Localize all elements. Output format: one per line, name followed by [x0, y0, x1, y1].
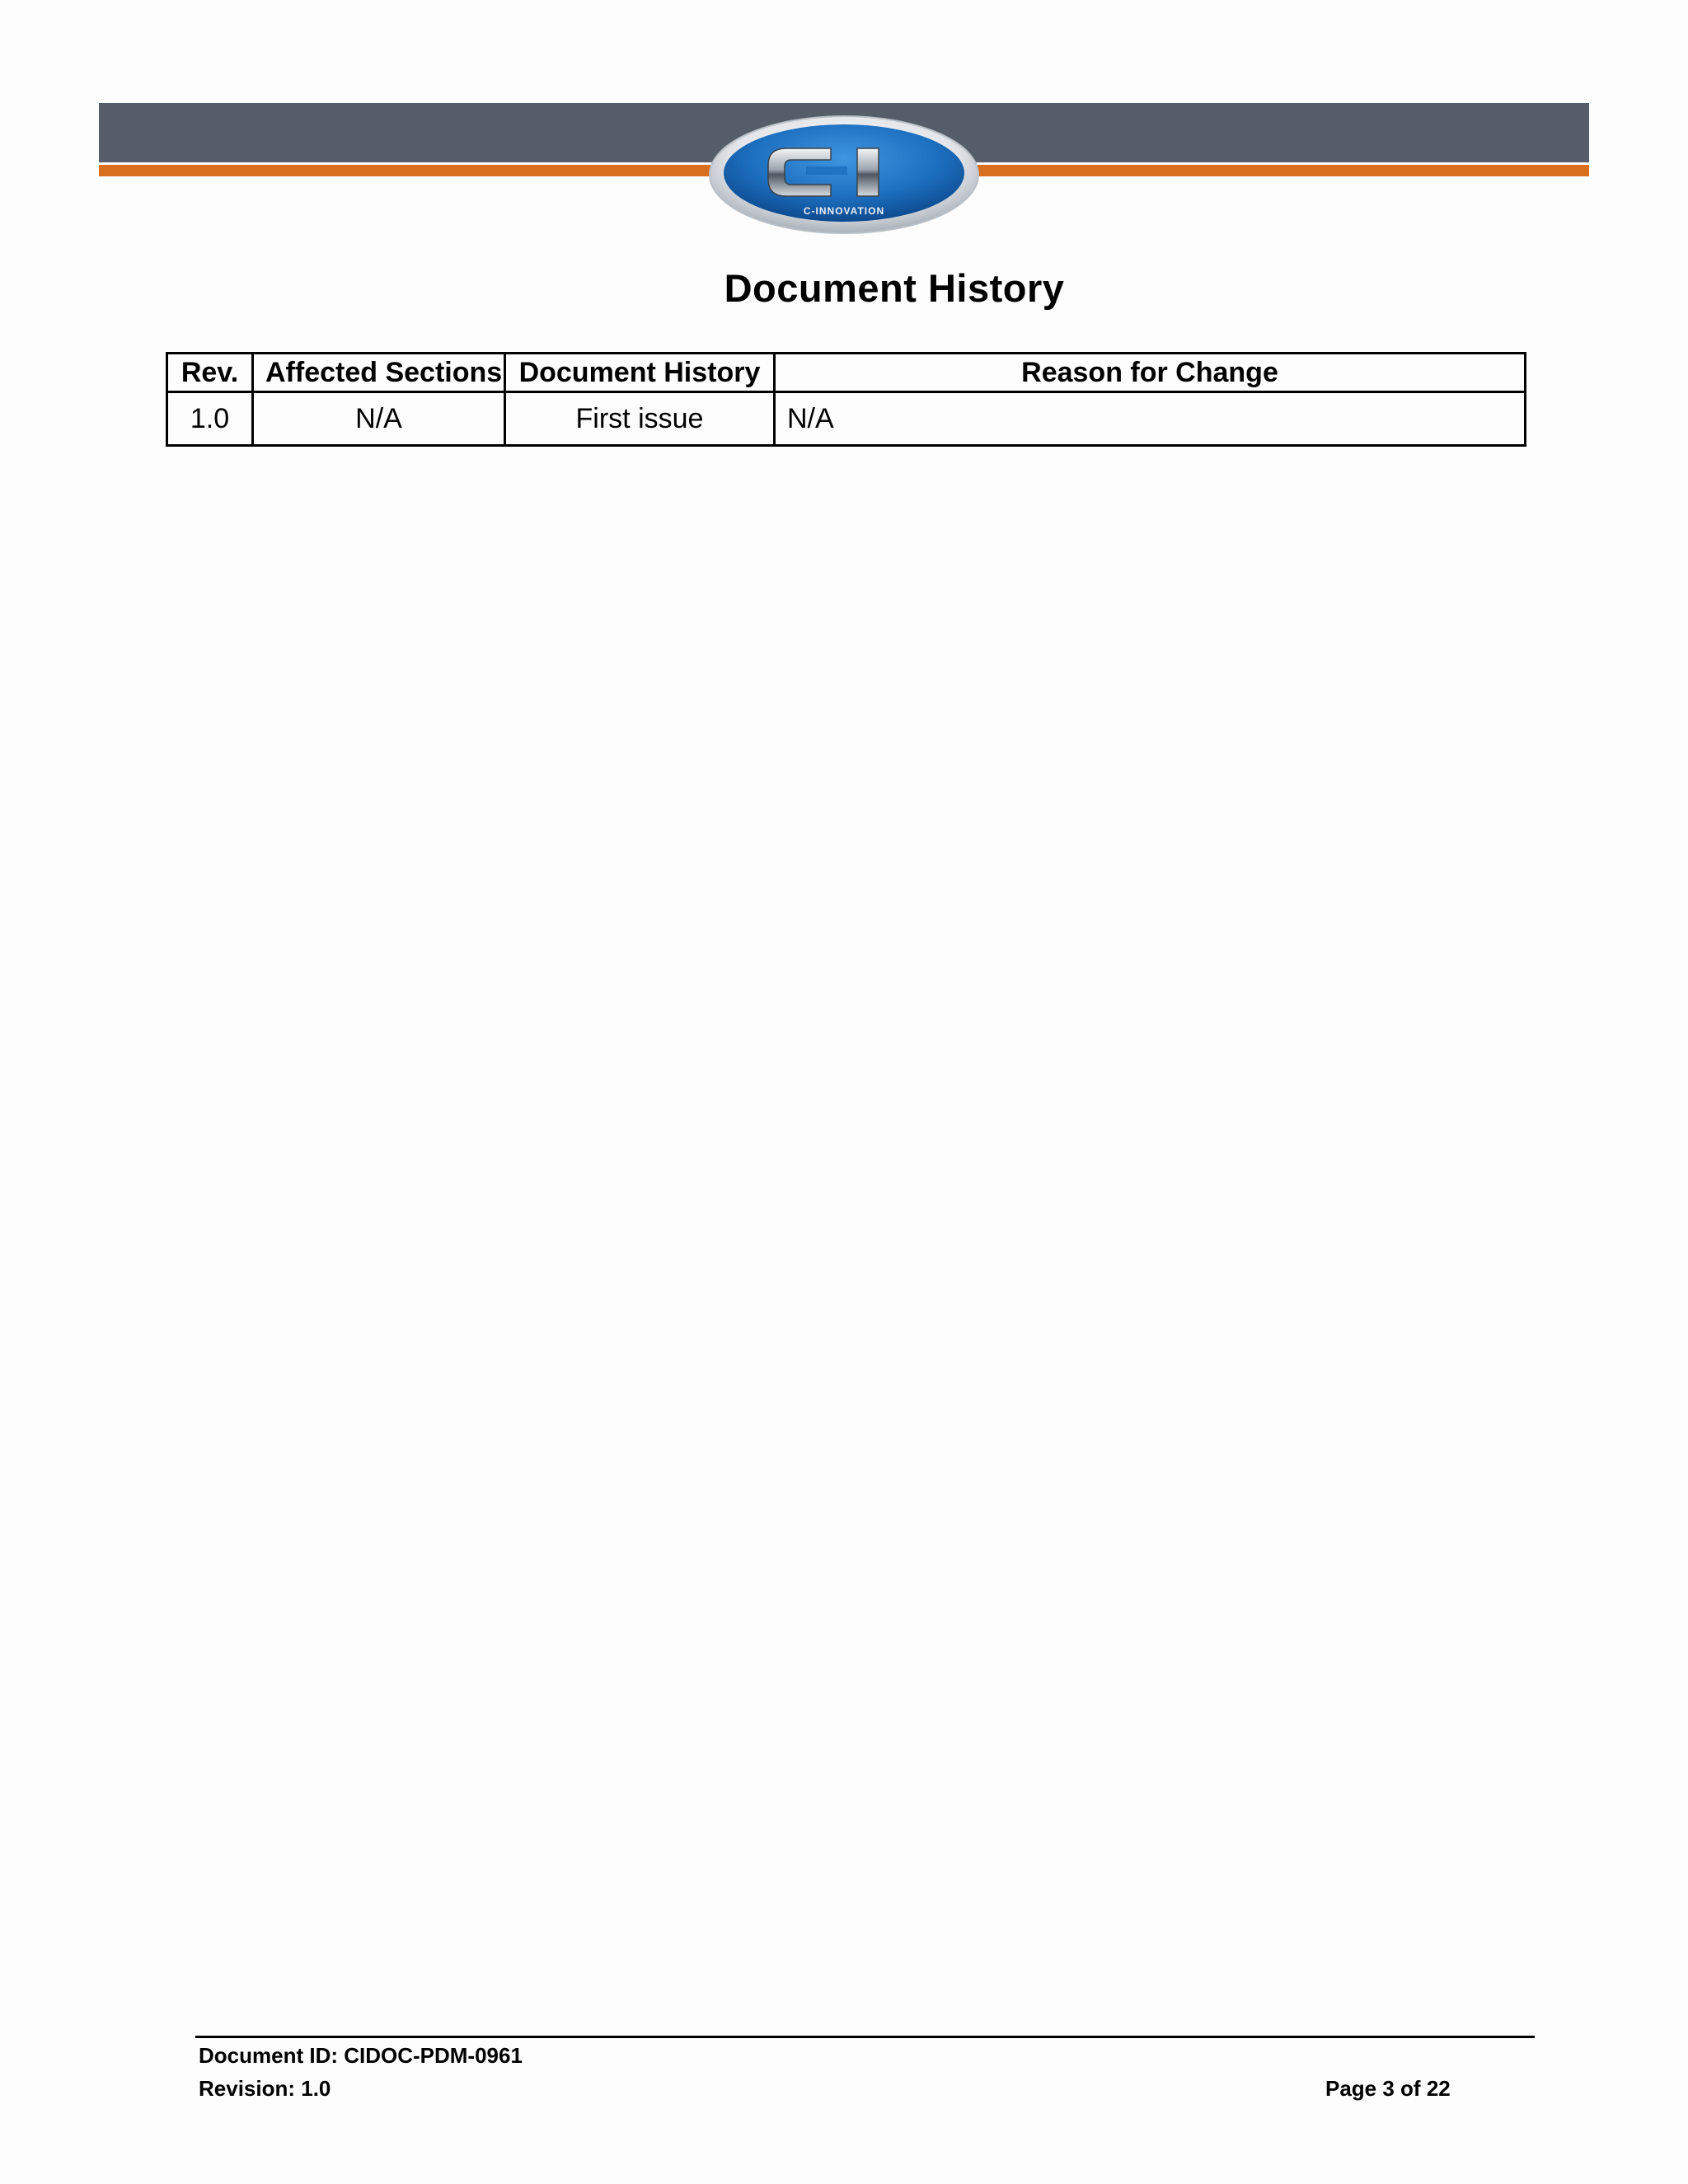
cell-affected-sections: N/A	[253, 392, 505, 446]
table-row	[167, 392, 1526, 446]
footer-document-id: Document ID: CIDOC-PDM-0961	[199, 2043, 523, 2068]
cell-reason-for-change: N/A	[775, 392, 1526, 446]
column-header-affected-sections: Affected Sections	[253, 354, 505, 392]
footer-divider	[195, 2036, 1535, 2038]
document-history-table	[166, 352, 1526, 447]
column-header-rev: Rev.	[167, 354, 253, 392]
logo-tagline: C-INNOVATION	[803, 205, 885, 217]
footer-page-number: Page 3 of 22	[1325, 2076, 1451, 2101]
cell-document-history: First issue	[505, 392, 775, 446]
cell-rev: 1.0	[167, 392, 253, 446]
table-header-row	[167, 354, 1526, 392]
company-logo	[707, 114, 981, 236]
column-header-reason-for-change: Reason for Change	[775, 354, 1526, 392]
footer-revision: Revision: 1.0	[199, 2076, 331, 2101]
column-header-document-history: Document History	[505, 354, 775, 392]
page-title: Document History	[724, 266, 1065, 310]
